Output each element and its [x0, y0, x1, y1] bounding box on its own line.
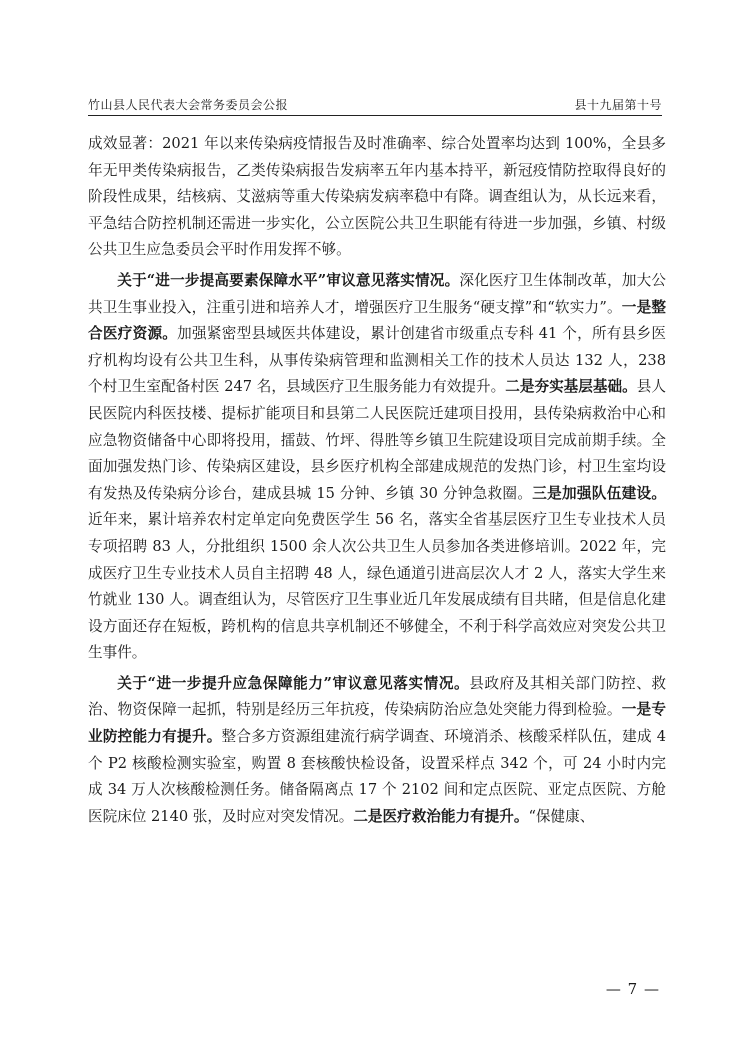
text-run: 加强紧密型县域医共体建设，累计创建省市级重点专科 41 个，所有县乡医疗机构均设有公共卫生科，从事传染病管理和监测相关工作的技术人员达 132 人，238 个村卫生室配备村医 247 名，县域医疗卫生服务能力有效提升。: [88, 325, 666, 396]
page-header: [88, 92, 662, 112]
body-paragraph: [88, 268, 666, 667]
header-divider: [88, 115, 662, 116]
bold-heading-run: 一是专业防控能力有提升。: [88, 701, 666, 746]
bold-heading-run: 关于“进一步提高要素保障水平”审议意见落实情况。: [117, 271, 460, 289]
header-issue-number: 县十九届第十号: [574, 98, 662, 112]
text-run: “保健康、: [528, 807, 595, 825]
text-run: 整合多方资源组建流行病学调查、环境消杀、核酸采样队伍，建成 4 个 P2 核酸检测实验室，购置 8 套核酸快检设备，设置采样点 342 个，可 24 小时内完成 34 万人次核酸检测任务。储备隔离点 17 个 2102 间和定点医院、亚定点医院、方舱医院床位 2140 张，及时应对突发情况。: [88, 728, 666, 825]
text-run: 深化医疗卫生体制改革，加大公共卫生事业投入，注重引进和培养人才，增强医疗卫生服务“硬支撑”和“软实力”。: [88, 271, 666, 316]
text-run: 县政府及其相关部门防控、救治、物资保障一起抓，特别是经历三年抗疫，传染病防治应急处突能力得到检验。: [88, 674, 666, 719]
page-number: — 7 —: [605, 980, 660, 998]
bold-heading-run: 三是加强队伍建设。: [532, 484, 666, 502]
header-publication-title: 竹山县人民代表大会常务委员会公报: [88, 98, 289, 112]
bold-heading-run: 关于“进一步提升应急保障能力”审议意见落实情况。: [117, 674, 470, 692]
text-run: 县人民医院内科医技楼、提标扩能项目和县第二人民医院迁建项目投用，县传染病救治中心和应急物资储备中心即将投用，擂鼓、竹坪、得胜等乡镇卫生院建设项目完成前期手续。全面加强发热门诊、传染病区建设，县乡医疗机构全部建成规范的发热门诊，村卫生室均设有发热及传染病分诊台，建成县城 15 分钟、乡镇 30 分钟急救圈。: [88, 378, 666, 502]
document-body: [88, 131, 666, 830]
bold-heading-run: 二是夯实基层基础。: [505, 378, 637, 396]
body-paragraph: [88, 131, 666, 264]
body-paragraph: [88, 671, 666, 831]
text-run: 近年来，累计培养农村定单定向免费医学生 56 名，落实全省基层医疗卫生专业技术人员专项招聘 83 人，分批组织 1500 余人次公共卫生人员参加各类进修培训。2022 年，完成医疗卫生专业技术人员自主招聘 48 人，绿色通道引进高层次人才 2 人，落实大学生来竹就业 130 人。调查组认为，尽管医疗卫生事业近几年发展成绩有目共睹，但是信息化建设方面还存在短板，跨机构的信息共享机制还不够健全，不利于科学高效应对突发公共卫生事件。: [88, 511, 666, 662]
bold-heading-run: 二是医疗救治能力有提升。: [353, 807, 529, 825]
text-run: 成效显著：2021 年以来传染病疫情报告及时准确率、综合处置率均达到 100%，全县多年无甲类传染病报告，乙类传染病报告发病率五年内基本持平，新冠疫情防控取得良好的阶段性成果，结核病、艾滋病等重大传染病发病率稳中有降。调查组认为，从长远来看，平急结合防控机制还需进一步实化，公立医院公共卫生职能有待进一步加强，乡镇、村级公共卫生应急委员会平时作用发挥不够。: [88, 135, 666, 259]
bold-heading-run: 一是整合医疗资源。: [88, 298, 666, 343]
